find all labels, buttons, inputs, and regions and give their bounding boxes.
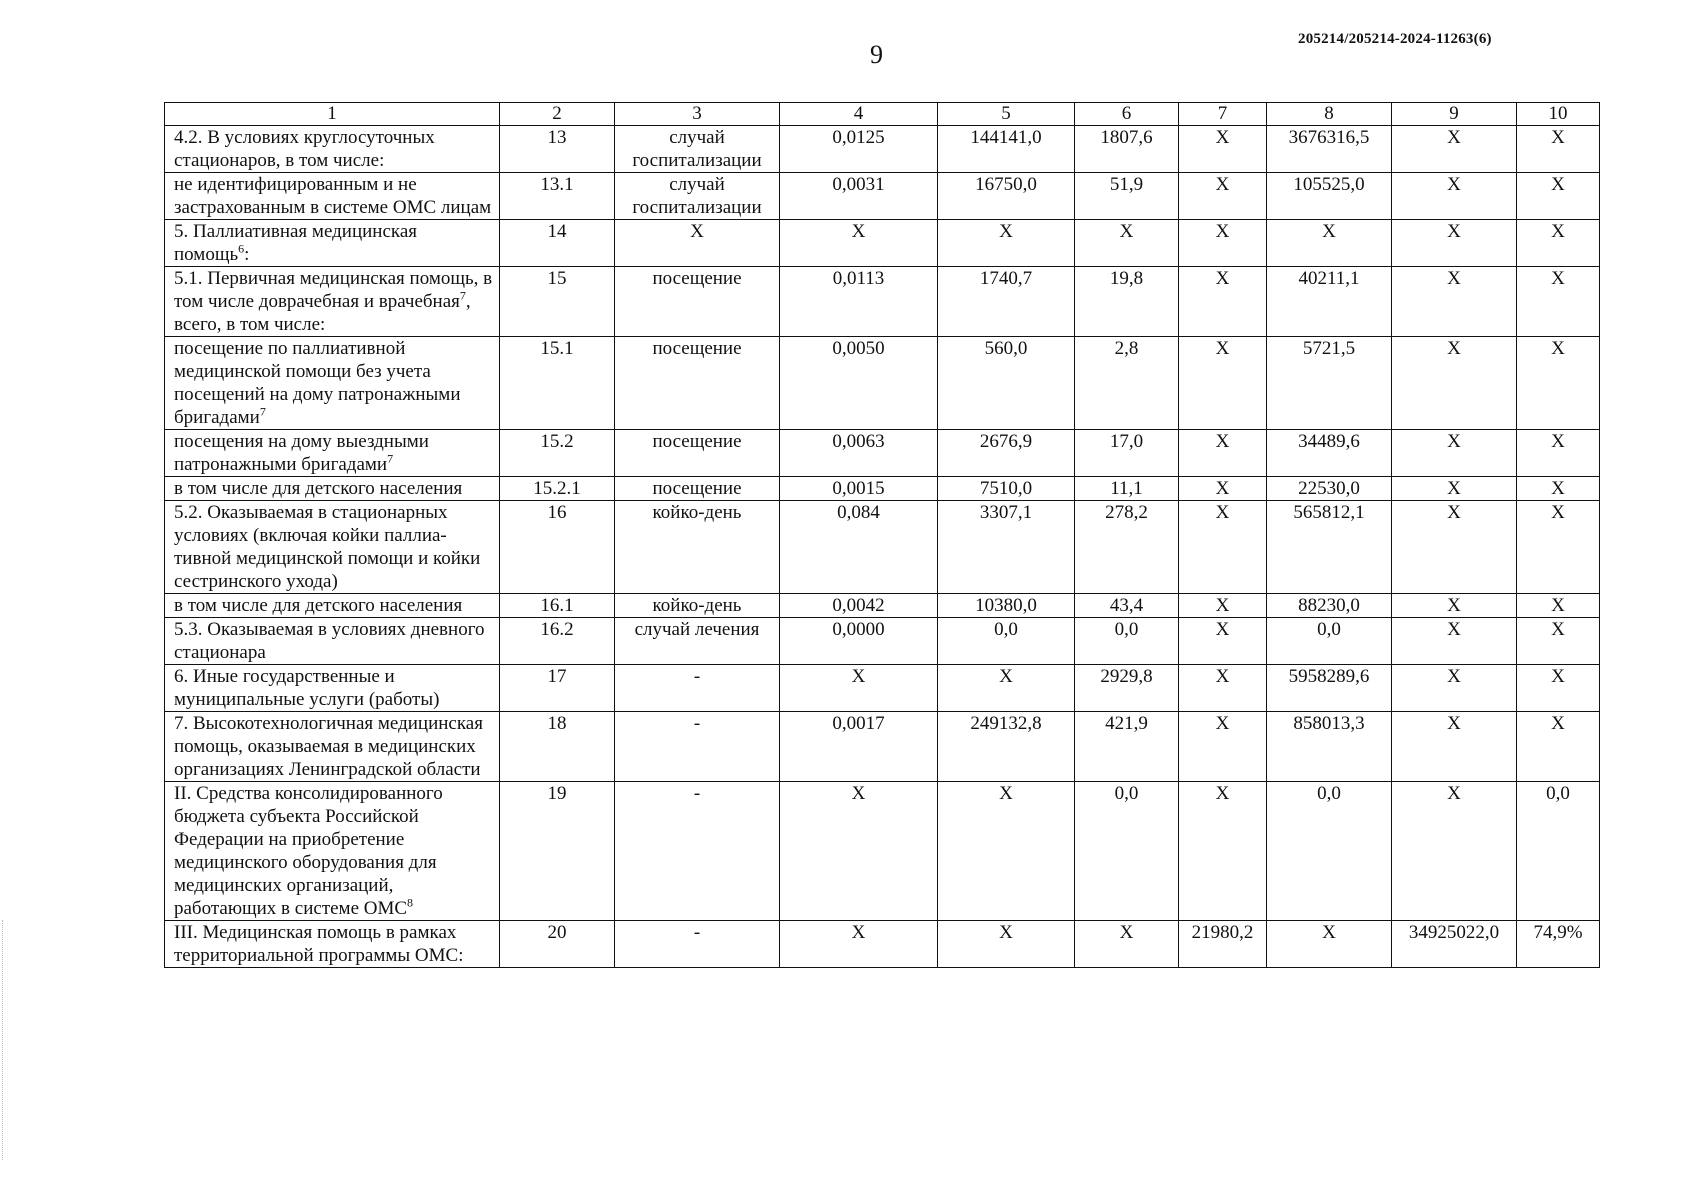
col7-cell: X	[1179, 594, 1267, 618]
indicator-name-cell	[165, 430, 500, 477]
col9-cell: X	[1392, 220, 1517, 267]
col10-cell: X	[1517, 712, 1600, 782]
indicator-name-cell	[165, 477, 500, 501]
col8-cell: 40211,1	[1267, 267, 1392, 337]
indicator-name: 5.1. Первичная медицинская помощь, в том числе доврачебная и врачебная	[174, 268, 493, 312]
col4-cell: X	[780, 220, 938, 267]
page-number: 9	[870, 40, 883, 69]
col10-cell: X	[1517, 594, 1600, 618]
indicator-name: посещения на дому выездными патронажными бригадами	[174, 431, 429, 475]
col4-cell: 0,0125	[780, 126, 938, 173]
column-header: 4	[780, 103, 938, 126]
table-row	[165, 712, 1600, 782]
col6-cell: 0,0	[1075, 618, 1179, 665]
table-row	[165, 594, 1600, 618]
col7-cell: X	[1179, 665, 1267, 712]
col8-cell: X	[1267, 220, 1392, 267]
col8-cell: 105525,0	[1267, 173, 1392, 220]
col6-cell: 1807,6	[1075, 126, 1179, 173]
unit-cell: посещение	[615, 477, 780, 501]
col9-cell: X	[1392, 267, 1517, 337]
indicator-name: 5. Паллиативная медицинская помощь	[174, 221, 418, 265]
col5-cell: 16750,0	[938, 173, 1075, 220]
indicator-name: не идентифицированным и не застрахованным в системе ОМС лицам	[174, 174, 492, 218]
col7-cell: X	[1179, 501, 1267, 594]
footnote-marker: 7	[259, 404, 266, 419]
indicator-name: посещение по паллиативной медицинской помощи без учета посещений на дому патронажными бригадами	[174, 338, 461, 428]
row-code-cell: 13.1	[500, 173, 615, 220]
col5-cell: 0,0	[938, 618, 1075, 665]
footnote-marker: 7	[459, 288, 466, 303]
col6-cell: 0,0	[1075, 782, 1179, 921]
col9-cell: X	[1392, 782, 1517, 921]
col6-cell: 2,8	[1075, 337, 1179, 430]
indicator-name-cell	[165, 501, 500, 594]
indicator-name-cell	[165, 782, 500, 921]
col4-cell: 0,0113	[780, 267, 938, 337]
indicator-name: в том числе для детского населения	[174, 478, 463, 499]
row-code-cell: 15	[500, 267, 615, 337]
col7-cell: X	[1179, 337, 1267, 430]
indicator-name: III. Медицинская помощь в рамках территориальной программы ОМС:	[174, 922, 464, 966]
col5-cell: X	[938, 220, 1075, 267]
column-number-row	[165, 103, 1600, 126]
col9-cell: X	[1392, 665, 1517, 712]
col6-cell: 19,8	[1075, 267, 1179, 337]
col8-cell: 88230,0	[1267, 594, 1392, 618]
col7-cell: X	[1179, 126, 1267, 173]
col7-cell: X	[1179, 618, 1267, 665]
col8-cell: 0,0	[1267, 618, 1392, 665]
col9-cell: X	[1392, 501, 1517, 594]
col7-cell: X	[1179, 477, 1267, 501]
col4-cell: 0,0015	[780, 477, 938, 501]
row-code-cell: 15.2.1	[500, 477, 615, 501]
indicator-name: в том числе для детского населения	[174, 595, 463, 616]
row-code-cell: 19	[500, 782, 615, 921]
col9-cell: 34925022,0	[1392, 921, 1517, 968]
indicator-name: 5.3. Оказываемая в условиях дневного стационара	[174, 619, 485, 663]
col6-cell: 11,1	[1075, 477, 1179, 501]
col9-cell: X	[1392, 126, 1517, 173]
col8-cell: 565812,1	[1267, 501, 1392, 594]
col10-cell: X	[1517, 618, 1600, 665]
col4-cell: 0,0017	[780, 712, 938, 782]
indicator-name-cell	[165, 712, 500, 782]
table-row	[165, 430, 1600, 477]
col6-cell: X	[1075, 220, 1179, 267]
col5-cell: 144141,0	[938, 126, 1075, 173]
table-row	[165, 220, 1600, 267]
col10-cell: 0,0	[1517, 782, 1600, 921]
unit-cell: случай госпитализации	[615, 126, 780, 173]
column-header: 10	[1517, 103, 1600, 126]
col9-cell: X	[1392, 173, 1517, 220]
indicator-name-cell	[165, 921, 500, 968]
unit-cell: койко-день	[615, 501, 780, 594]
column-header: 2	[500, 103, 615, 126]
table-row	[165, 337, 1600, 430]
indicator-name-cell	[165, 618, 500, 665]
row-code-cell: 15.1	[500, 337, 615, 430]
col4-cell: 0,084	[780, 501, 938, 594]
row-code-cell: 18	[500, 712, 615, 782]
column-header: 6	[1075, 103, 1179, 126]
row-code-cell: 16	[500, 501, 615, 594]
col6-cell: 2929,8	[1075, 665, 1179, 712]
col10-cell: X	[1517, 126, 1600, 173]
row-code-cell: 13	[500, 126, 615, 173]
col7-cell: 21980,2	[1179, 921, 1267, 968]
col6-cell: 51,9	[1075, 173, 1179, 220]
row-code-cell: 16.2	[500, 618, 615, 665]
table-row	[165, 501, 1600, 594]
indicator-name-cell	[165, 337, 500, 430]
row-code-cell: 14	[500, 220, 615, 267]
col4-cell: X	[780, 782, 938, 921]
footnote-marker: 6	[238, 241, 245, 256]
col8-cell: 22530,0	[1267, 477, 1392, 501]
unit-cell: случай лечения	[615, 618, 780, 665]
col9-cell: X	[1392, 618, 1517, 665]
table-body	[165, 103, 1600, 968]
table-row	[165, 173, 1600, 220]
col5-cell: 249132,8	[938, 712, 1075, 782]
table-row	[165, 267, 1600, 337]
row-code-cell: 17	[500, 665, 615, 712]
col6-cell: 17,0	[1075, 430, 1179, 477]
unit-cell: койко-день	[615, 594, 780, 618]
column-header: 5	[938, 103, 1075, 126]
indicator-name: 5.2. Оказываемая в стационарных условиях (включая койки паллиа-тивной медицинской помощи и койки сестринского ухода)	[174, 502, 481, 592]
col5-cell: 560,0	[938, 337, 1075, 430]
unit-cell: случай госпитализации	[615, 173, 780, 220]
col6-cell: 43,4	[1075, 594, 1179, 618]
unit-cell: -	[615, 782, 780, 921]
row-code-cell: 20	[500, 921, 615, 968]
unit-cell: -	[615, 921, 780, 968]
indicator-name: 6. Иные государственные и муниципальные услуги (работы)	[174, 666, 440, 710]
column-header: 9	[1392, 103, 1517, 126]
unit-cell: посещение	[615, 430, 780, 477]
table-row	[165, 477, 1600, 501]
column-header: 8	[1267, 103, 1392, 126]
table-row	[165, 618, 1600, 665]
col5-cell: 2676,9	[938, 430, 1075, 477]
col5-cell: 3307,1	[938, 501, 1075, 594]
col4-cell: X	[780, 921, 938, 968]
column-header: 7	[1179, 103, 1267, 126]
indicator-name: 4.2. В условиях круглосуточных стационаров, в том числе:	[174, 127, 435, 171]
unit-cell: -	[615, 712, 780, 782]
indicator-name-cell	[165, 665, 500, 712]
col7-cell: X	[1179, 220, 1267, 267]
col4-cell: 0,0000	[780, 618, 938, 665]
scan-edge-dots	[2, 920, 5, 1160]
col5-cell: X	[938, 921, 1075, 968]
document-registration-code: 205214/205214-2024-11263(6)	[1298, 31, 1492, 47]
col9-cell: X	[1392, 712, 1517, 782]
col4-cell: X	[780, 665, 938, 712]
col10-cell: X	[1517, 501, 1600, 594]
col10-cell: X	[1517, 665, 1600, 712]
col9-cell: X	[1392, 430, 1517, 477]
col7-cell: X	[1179, 173, 1267, 220]
col4-cell: 0,0042	[780, 594, 938, 618]
indicator-name-cell	[165, 594, 500, 618]
table-row	[165, 921, 1600, 968]
footnote-marker: 8	[407, 895, 414, 910]
col9-cell: X	[1392, 477, 1517, 501]
col7-cell: X	[1179, 712, 1267, 782]
unit-cell: -	[615, 665, 780, 712]
col8-cell: 858013,3	[1267, 712, 1392, 782]
indicator-name-cell	[165, 173, 500, 220]
indicator-name: 7. Высокотехнологичная медицинская помощь, оказываемая в медицинских организациях Ленинградской области	[174, 713, 483, 780]
col9-cell: X	[1392, 594, 1517, 618]
footnote-marker: 7	[387, 451, 394, 466]
col10-cell: X	[1517, 477, 1600, 501]
col8-cell: 5721,5	[1267, 337, 1392, 430]
col10-cell: X	[1517, 430, 1600, 477]
col5-cell: 1740,7	[938, 267, 1075, 337]
row-code-cell: 16.1	[500, 594, 615, 618]
col7-cell: X	[1179, 267, 1267, 337]
table-row	[165, 782, 1600, 921]
col8-cell: 5958289,6	[1267, 665, 1392, 712]
column-header: 1	[165, 103, 500, 126]
col8-cell: 0,0	[1267, 782, 1392, 921]
indicator-name-cell	[165, 267, 500, 337]
col8-cell: X	[1267, 921, 1392, 968]
col10-cell: X	[1517, 173, 1600, 220]
col6-cell: 421,9	[1075, 712, 1179, 782]
col10-cell: X	[1517, 267, 1600, 337]
indicator-name-tail: :	[244, 244, 250, 265]
column-header: 3	[615, 103, 780, 126]
col7-cell: X	[1179, 782, 1267, 921]
col7-cell: X	[1179, 430, 1267, 477]
unit-cell: посещение	[615, 267, 780, 337]
col6-cell: X	[1075, 921, 1179, 968]
unit-cell: посещение	[615, 337, 780, 430]
indicator-name-cell	[165, 126, 500, 173]
col10-cell: X	[1517, 337, 1600, 430]
table-row	[165, 665, 1600, 712]
indicator-name-tail: , всего, в том числе:	[174, 291, 471, 335]
col8-cell: 3676316,5	[1267, 126, 1392, 173]
table-row	[165, 126, 1600, 173]
col5-cell: X	[938, 665, 1075, 712]
row-code-cell: 15.2	[500, 430, 615, 477]
col9-cell: X	[1392, 337, 1517, 430]
data-table	[164, 102, 1600, 968]
col4-cell: 0,0050	[780, 337, 938, 430]
col4-cell: 0,0063	[780, 430, 938, 477]
indicator-name-cell	[165, 220, 500, 267]
col10-cell: 74,9%	[1517, 921, 1600, 968]
col8-cell: 34489,6	[1267, 430, 1392, 477]
col4-cell: 0,0031	[780, 173, 938, 220]
col5-cell: 7510,0	[938, 477, 1075, 501]
col10-cell: X	[1517, 220, 1600, 267]
indicator-name: II. Средства консолидированного бюджета субъекта Российской Федерации на приобретение медицинского оборудования для медицинских организаций, работающих в системе ОМС	[174, 783, 443, 919]
col6-cell: 278,2	[1075, 501, 1179, 594]
unit-cell: X	[615, 220, 780, 267]
col5-cell: 10380,0	[938, 594, 1075, 618]
col5-cell: X	[938, 782, 1075, 921]
